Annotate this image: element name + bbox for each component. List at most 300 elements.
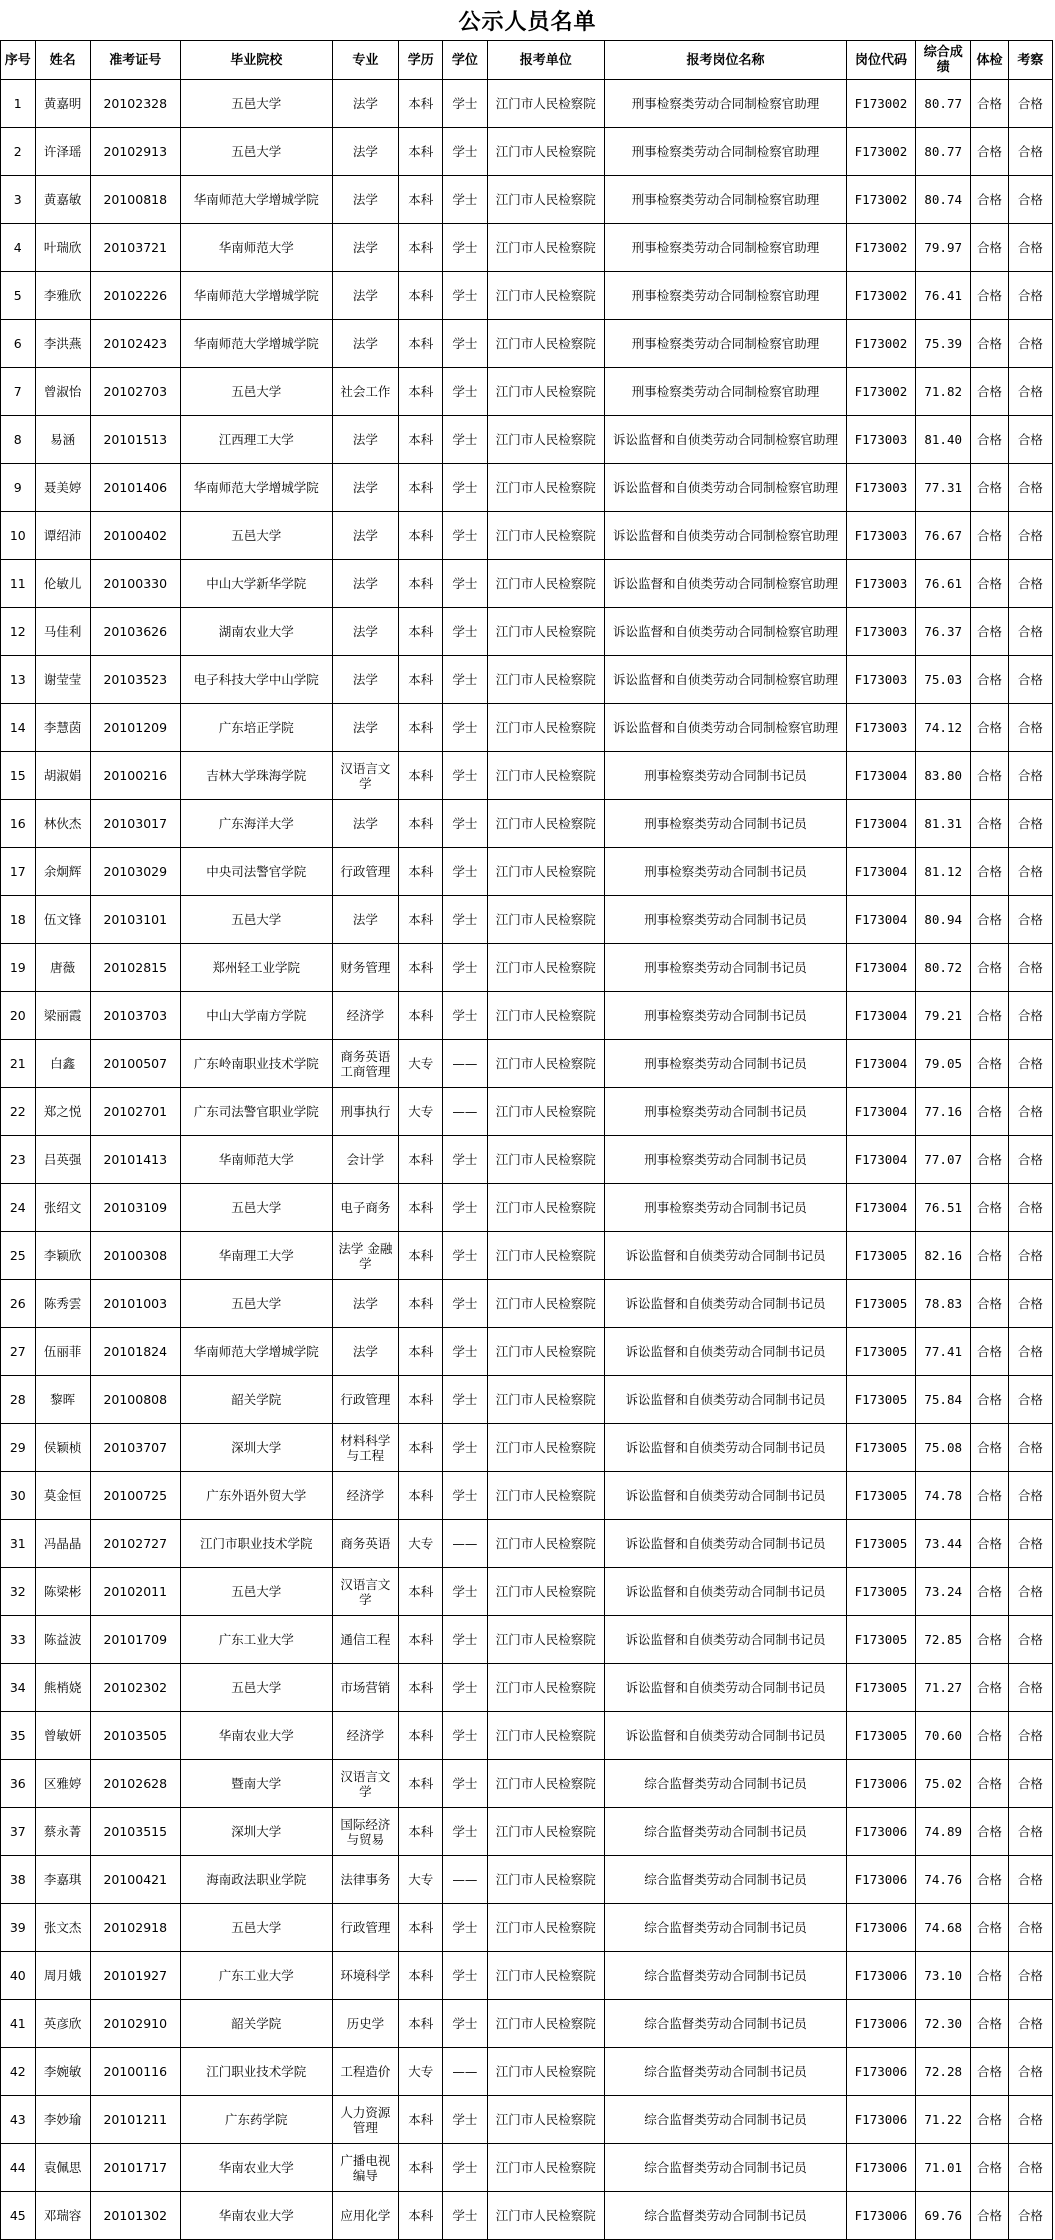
cell-major: 法学 — [332, 272, 398, 320]
cell-education: 本科 — [399, 1280, 443, 1328]
cell-education: 本科 — [399, 1328, 443, 1376]
cell-degree: 学士 — [443, 464, 487, 512]
cell-major: 法学 — [332, 320, 398, 368]
cell-unit: 江门市人民检察院 — [487, 704, 605, 752]
cell-major: 汉语言文学 — [332, 1568, 398, 1616]
cell-education: 本科 — [399, 368, 443, 416]
cell-index: 29 — [1, 1424, 36, 1472]
cell-degree: 学士 — [443, 1568, 487, 1616]
cell-score: 77.31 — [916, 464, 971, 512]
cell-position-code: F173005 — [846, 1712, 915, 1760]
cell-school: 广东外语外贸大学 — [180, 1472, 332, 1520]
cell-index: 11 — [1, 560, 36, 608]
cell-exam-id: 20101717 — [90, 2144, 180, 2192]
cell-education: 本科 — [399, 848, 443, 896]
cell-position: 诉讼监督和自侦类劳动合同制书记员 — [605, 1328, 847, 1376]
cell-score: 75.39 — [916, 320, 971, 368]
cell-education: 大专 — [399, 2048, 443, 2096]
cell-exam-id: 20103523 — [90, 656, 180, 704]
cell-position-code: F173006 — [846, 1952, 915, 2000]
cell-inspection: 合格 — [1008, 320, 1052, 368]
cell-major: 汉语言文学 — [332, 1760, 398, 1808]
cell-exam-id: 20102703 — [90, 368, 180, 416]
cell-education: 本科 — [399, 656, 443, 704]
cell-exam-id: 20103017 — [90, 800, 180, 848]
cell-major: 社会工作 — [332, 368, 398, 416]
cell-major: 汉语言文学 — [332, 752, 398, 800]
cell-score: 71.82 — [916, 368, 971, 416]
cell-physical: 合格 — [971, 2192, 1008, 2240]
cell-inspection: 合格 — [1008, 1184, 1052, 1232]
cell-school: 韶关学院 — [180, 2000, 332, 2048]
cell-degree: 学士 — [443, 2096, 487, 2144]
cell-physical: 合格 — [971, 1472, 1008, 1520]
cell-index: 6 — [1, 320, 36, 368]
cell-school: 广东岭南职业技术学院 — [180, 1040, 332, 1088]
cell-degree: 学士 — [443, 1760, 487, 1808]
cell-school: 广东工业大学 — [180, 1616, 332, 1664]
cell-name: 李妙瑜 — [35, 2096, 90, 2144]
cell-education: 大专 — [399, 1856, 443, 1904]
table-row — [1, 1616, 1053, 1664]
cell-index: 13 — [1, 656, 36, 704]
table-row — [1, 752, 1053, 800]
cell-unit: 江门市人民检察院 — [487, 1328, 605, 1376]
cell-score: 77.16 — [916, 1088, 971, 1136]
cell-name: 郑之悦 — [35, 1088, 90, 1136]
cell-physical: 合格 — [971, 416, 1008, 464]
cell-exam-id: 20103626 — [90, 608, 180, 656]
cell-exam-id: 20101927 — [90, 1952, 180, 2000]
cell-physical: 合格 — [971, 944, 1008, 992]
cell-unit: 江门市人民检察院 — [487, 1808, 605, 1856]
cell-exam-id: 20103101 — [90, 896, 180, 944]
cell-education: 本科 — [399, 1952, 443, 2000]
cell-name: 伍文锋 — [35, 896, 90, 944]
cell-school: 华南师范大学增城学院 — [180, 272, 332, 320]
table-row — [1, 1184, 1053, 1232]
cell-name: 熊梢娆 — [35, 1664, 90, 1712]
table-row — [1, 1088, 1053, 1136]
cell-education: 本科 — [399, 1568, 443, 1616]
header-col-index: 序号 — [1, 41, 36, 80]
cell-school: 江门职业技术学院 — [180, 2048, 332, 2096]
cell-unit: 江门市人民检察院 — [487, 992, 605, 1040]
cell-physical: 合格 — [971, 128, 1008, 176]
cell-position-code: F173004 — [846, 1184, 915, 1232]
cell-physical: 合格 — [971, 2048, 1008, 2096]
cell-position-code: F173004 — [846, 1040, 915, 1088]
cell-inspection: 合格 — [1008, 704, 1052, 752]
cell-index: 21 — [1, 1040, 36, 1088]
cell-degree: 学士 — [443, 800, 487, 848]
cell-school: 湖南农业大学 — [180, 608, 332, 656]
cell-inspection: 合格 — [1008, 1952, 1052, 2000]
cell-exam-id: 20102628 — [90, 1760, 180, 1808]
cell-index: 5 — [1, 272, 36, 320]
cell-position: 诉讼监督和自侦类劳动合同制书记员 — [605, 1712, 847, 1760]
cell-position-code: F173005 — [846, 1280, 915, 1328]
cell-exam-id: 20102701 — [90, 1088, 180, 1136]
cell-exam-id: 20101709 — [90, 1616, 180, 1664]
cell-position-code: F173002 — [846, 128, 915, 176]
table-row — [1, 368, 1053, 416]
cell-physical: 合格 — [971, 1376, 1008, 1424]
cell-education: 本科 — [399, 224, 443, 272]
table-row — [1, 992, 1053, 1040]
cell-score: 80.74 — [916, 176, 971, 224]
cell-unit: 江门市人民检察院 — [487, 1040, 605, 1088]
cell-index: 34 — [1, 1664, 36, 1712]
cell-position: 诉讼监督和自侦类劳动合同制检察官助理 — [605, 608, 847, 656]
cell-exam-id: 20102727 — [90, 1520, 180, 1568]
cell-physical: 合格 — [971, 1856, 1008, 1904]
header-row — [1, 41, 1053, 80]
cell-education: 本科 — [399, 944, 443, 992]
cell-position: 诉讼监督和自侦类劳动合同制书记员 — [605, 1616, 847, 1664]
cell-name: 白鑫 — [35, 1040, 90, 1088]
cell-major: 工程造价 — [332, 2048, 398, 2096]
cell-position: 综合监督类劳动合同制书记员 — [605, 1904, 847, 1952]
cell-score: 71.01 — [916, 2144, 971, 2192]
table-row — [1, 1808, 1053, 1856]
cell-inspection: 合格 — [1008, 1856, 1052, 1904]
cell-index: 43 — [1, 2096, 36, 2144]
cell-physical: 合格 — [971, 1232, 1008, 1280]
cell-index: 9 — [1, 464, 36, 512]
cell-name: 唐薇 — [35, 944, 90, 992]
cell-education: 本科 — [399, 176, 443, 224]
cell-name: 袁佩思 — [35, 2144, 90, 2192]
cell-position-code: F173005 — [846, 1664, 915, 1712]
cell-position-code: F173002 — [846, 320, 915, 368]
cell-exam-id: 20101406 — [90, 464, 180, 512]
cell-position-code: F173002 — [846, 80, 915, 128]
cell-index: 31 — [1, 1520, 36, 1568]
cell-inspection: 合格 — [1008, 656, 1052, 704]
cell-education: 本科 — [399, 1664, 443, 1712]
cell-position: 刑事检察类劳动合同制检察官助理 — [605, 80, 847, 128]
cell-position: 刑事检察类劳动合同制书记员 — [605, 944, 847, 992]
cell-education: 本科 — [399, 1904, 443, 1952]
cell-inspection: 合格 — [1008, 1904, 1052, 1952]
cell-position: 诉讼监督和自侦类劳动合同制检察官助理 — [605, 416, 847, 464]
cell-degree: 学士 — [443, 1904, 487, 1952]
cell-physical: 合格 — [971, 1136, 1008, 1184]
cell-degree: 学士 — [443, 176, 487, 224]
table-row — [1, 1568, 1053, 1616]
header-col-school: 毕业院校 — [180, 41, 332, 80]
cell-position: 综合监督类劳动合同制书记员 — [605, 1760, 847, 1808]
cell-score: 75.03 — [916, 656, 971, 704]
cell-physical: 合格 — [971, 224, 1008, 272]
cell-major: 法学 — [332, 512, 398, 560]
cell-score: 79.05 — [916, 1040, 971, 1088]
cell-degree: 学士 — [443, 1424, 487, 1472]
cell-position-code: F173003 — [846, 416, 915, 464]
cell-position: 刑事检察类劳动合同制书记员 — [605, 896, 847, 944]
cell-name: 吕英强 — [35, 1136, 90, 1184]
table-row — [1, 800, 1053, 848]
cell-degree: —— — [443, 2048, 487, 2096]
cell-score: 83.80 — [916, 752, 971, 800]
cell-unit: 江门市人民检察院 — [487, 128, 605, 176]
header-col-name: 姓名 — [35, 41, 90, 80]
cell-name: 林伙杰 — [35, 800, 90, 848]
cell-school: 五邑大学 — [180, 128, 332, 176]
cell-degree: —— — [443, 1088, 487, 1136]
cell-major: 法学 — [332, 1328, 398, 1376]
cell-education: 本科 — [399, 1376, 443, 1424]
cell-position-code: F173003 — [846, 608, 915, 656]
cell-inspection: 合格 — [1008, 2096, 1052, 2144]
cell-score: 82.16 — [916, 1232, 971, 1280]
cell-major: 市场营销 — [332, 1664, 398, 1712]
cell-degree: 学士 — [443, 1616, 487, 1664]
cell-index: 16 — [1, 800, 36, 848]
cell-degree: 学士 — [443, 848, 487, 896]
cell-index: 37 — [1, 1808, 36, 1856]
cell-name: 曾敏妍 — [35, 1712, 90, 1760]
cell-unit: 江门市人民检察院 — [487, 1616, 605, 1664]
cell-exam-id: 20100308 — [90, 1232, 180, 1280]
cell-degree: 学士 — [443, 944, 487, 992]
cell-score: 75.84 — [916, 1376, 971, 1424]
cell-education: 本科 — [399, 1616, 443, 1664]
header-col-education: 学历 — [399, 41, 443, 80]
cell-unit: 江门市人民检察院 — [487, 608, 605, 656]
cell-unit: 江门市人民检察院 — [487, 2048, 605, 2096]
table-row — [1, 1472, 1053, 1520]
cell-physical: 合格 — [971, 2096, 1008, 2144]
cell-education: 本科 — [399, 752, 443, 800]
cell-unit: 江门市人民检察院 — [487, 1856, 605, 1904]
cell-school: 华南理工大学 — [180, 1232, 332, 1280]
cell-school: 五邑大学 — [180, 512, 332, 560]
cell-inspection: 合格 — [1008, 1280, 1052, 1328]
cell-position: 刑事检察类劳动合同制检察官助理 — [605, 224, 847, 272]
cell-degree: 学士 — [443, 1376, 487, 1424]
cell-education: 本科 — [399, 80, 443, 128]
cell-inspection: 合格 — [1008, 2048, 1052, 2096]
cell-exam-id: 20102910 — [90, 2000, 180, 2048]
cell-position: 综合监督类劳动合同制书记员 — [605, 1856, 847, 1904]
cell-exam-id: 20102423 — [90, 320, 180, 368]
cell-major: 广播电视编导 — [332, 2144, 398, 2192]
cell-school: 广东海洋大学 — [180, 800, 332, 848]
cell-physical: 合格 — [971, 1568, 1008, 1616]
cell-name: 陈秀雲 — [35, 1280, 90, 1328]
cell-physical: 合格 — [971, 656, 1008, 704]
cell-position-code: F173005 — [846, 1568, 915, 1616]
cell-education: 本科 — [399, 1808, 443, 1856]
cell-position-code: F173002 — [846, 368, 915, 416]
table-row — [1, 1376, 1053, 1424]
cell-score: 76.61 — [916, 560, 971, 608]
cell-degree: 学士 — [443, 416, 487, 464]
cell-major: 法学 — [332, 176, 398, 224]
page-title: 公示人员名单 — [458, 9, 597, 35]
cell-inspection: 合格 — [1008, 1472, 1052, 1520]
cell-school: 华南农业大学 — [180, 2192, 332, 2240]
cell-major: 法学 — [332, 464, 398, 512]
cell-position: 刑事检察类劳动合同制检察官助理 — [605, 320, 847, 368]
cell-name: 李嘉琪 — [35, 1856, 90, 1904]
table-row — [1, 128, 1053, 176]
cell-name: 曾淑怡 — [35, 368, 90, 416]
cell-education: 本科 — [399, 512, 443, 560]
cell-position: 诉讼监督和自侦类劳动合同制书记员 — [605, 1568, 847, 1616]
cell-degree: 学士 — [443, 896, 487, 944]
cell-exam-id: 20103109 — [90, 1184, 180, 1232]
cell-exam-id: 20102918 — [90, 1904, 180, 1952]
cell-major: 法学 — [332, 80, 398, 128]
cell-education: 大专 — [399, 1088, 443, 1136]
table-row — [1, 512, 1053, 560]
cell-degree: 学士 — [443, 752, 487, 800]
cell-score: 80.94 — [916, 896, 971, 944]
cell-index: 36 — [1, 1760, 36, 1808]
cell-exam-id: 20103029 — [90, 848, 180, 896]
cell-inspection: 合格 — [1008, 1136, 1052, 1184]
cell-name: 陈梁彬 — [35, 1568, 90, 1616]
cell-position-code: F173006 — [846, 2192, 915, 2240]
cell-score: 77.07 — [916, 1136, 971, 1184]
cell-position-code: F173002 — [846, 272, 915, 320]
cell-education: 本科 — [399, 2096, 443, 2144]
cell-position: 刑事检察类劳动合同制检察官助理 — [605, 368, 847, 416]
cell-exam-id: 20102302 — [90, 1664, 180, 1712]
cell-position: 刑事检察类劳动合同制书记员 — [605, 1136, 847, 1184]
cell-inspection: 合格 — [1008, 416, 1052, 464]
cell-score: 72.28 — [916, 2048, 971, 2096]
cell-name: 李慧茵 — [35, 704, 90, 752]
cell-position-code: F173005 — [846, 1328, 915, 1376]
cell-education: 本科 — [399, 992, 443, 1040]
cell-score: 74.68 — [916, 1904, 971, 1952]
cell-school: 广东药学院 — [180, 2096, 332, 2144]
cell-degree: 学士 — [443, 2192, 487, 2240]
cell-unit: 江门市人民检察院 — [487, 1136, 605, 1184]
cell-major: 法学 — [332, 128, 398, 176]
cell-name: 李洪燕 — [35, 320, 90, 368]
cell-major: 经济学 — [332, 992, 398, 1040]
cell-school: 中山大学新华学院 — [180, 560, 332, 608]
cell-physical: 合格 — [971, 272, 1008, 320]
cell-physical: 合格 — [971, 464, 1008, 512]
cell-education: 本科 — [399, 704, 443, 752]
cell-inspection: 合格 — [1008, 1376, 1052, 1424]
cell-inspection: 合格 — [1008, 128, 1052, 176]
cell-school: 海南政法职业学院 — [180, 1856, 332, 1904]
table-row — [1, 80, 1053, 128]
table-row — [1, 1040, 1053, 1088]
cell-position: 刑事检察类劳动合同制检察官助理 — [605, 128, 847, 176]
table-row — [1, 848, 1053, 896]
cell-name: 李雅欣 — [35, 272, 90, 320]
cell-school: 五邑大学 — [180, 1280, 332, 1328]
cell-position-code: F173003 — [846, 656, 915, 704]
table-row — [1, 608, 1053, 656]
cell-name: 陈益波 — [35, 1616, 90, 1664]
cell-position: 诉讼监督和自侦类劳动合同制书记员 — [605, 1232, 847, 1280]
cell-unit: 江门市人民检察院 — [487, 656, 605, 704]
cell-index: 1 — [1, 80, 36, 128]
cell-unit: 江门市人民检察院 — [487, 752, 605, 800]
cell-unit: 江门市人民检察院 — [487, 1760, 605, 1808]
cell-exam-id: 20103721 — [90, 224, 180, 272]
header-col-position-code: 岗位代码 — [846, 41, 915, 80]
cell-inspection: 合格 — [1008, 2192, 1052, 2240]
cell-school: 深圳大学 — [180, 1424, 332, 1472]
cell-unit: 江门市人民检察院 — [487, 368, 605, 416]
cell-exam-id: 20100725 — [90, 1472, 180, 1520]
cell-position-code: F173002 — [846, 224, 915, 272]
cell-name: 易涵 — [35, 416, 90, 464]
cell-major: 会计学 — [332, 1136, 398, 1184]
cell-unit: 江门市人民检察院 — [487, 1904, 605, 1952]
cell-education: 本科 — [399, 1472, 443, 1520]
table-row — [1, 1136, 1053, 1184]
table-body — [1, 80, 1053, 2240]
cell-index: 20 — [1, 992, 36, 1040]
cell-major: 法学 — [332, 656, 398, 704]
cell-major: 商务英语工商管理 — [332, 1040, 398, 1088]
cell-inspection: 合格 — [1008, 1040, 1052, 1088]
cell-education: 大专 — [399, 1040, 443, 1088]
cell-name: 胡淑娟 — [35, 752, 90, 800]
cell-physical: 合格 — [971, 848, 1008, 896]
cell-position-code: F173005 — [846, 1472, 915, 1520]
cell-physical: 合格 — [971, 560, 1008, 608]
table-row — [1, 656, 1053, 704]
cell-position-code: F173006 — [846, 1856, 915, 1904]
cell-score: 74.12 — [916, 704, 971, 752]
cell-position: 诉讼监督和自侦类劳动合同制检察官助理 — [605, 560, 847, 608]
cell-physical: 合格 — [971, 512, 1008, 560]
table-row — [1, 2000, 1053, 2048]
cell-physical: 合格 — [971, 992, 1008, 1040]
cell-unit: 江门市人民检察院 — [487, 2096, 605, 2144]
cell-index: 7 — [1, 368, 36, 416]
cell-school: 江西理工大学 — [180, 416, 332, 464]
cell-position: 刑事检察类劳动合同制书记员 — [605, 1088, 847, 1136]
cell-score: 73.24 — [916, 1568, 971, 1616]
cell-exam-id: 20101413 — [90, 1136, 180, 1184]
cell-exam-id: 20101302 — [90, 2192, 180, 2240]
cell-index: 27 — [1, 1328, 36, 1376]
cell-name: 英彦欣 — [35, 2000, 90, 2048]
cell-exam-id: 20102815 — [90, 944, 180, 992]
cell-exam-id: 20100421 — [90, 1856, 180, 1904]
cell-position-code: F173005 — [846, 1520, 915, 1568]
cell-major: 应用化学 — [332, 2192, 398, 2240]
header-col-degree: 学位 — [443, 41, 487, 80]
cell-degree: 学士 — [443, 1712, 487, 1760]
cell-inspection: 合格 — [1008, 2000, 1052, 2048]
cell-education: 本科 — [399, 128, 443, 176]
cell-physical: 合格 — [971, 2000, 1008, 2048]
cell-name: 张文杰 — [35, 1904, 90, 1952]
cell-school: 五邑大学 — [180, 1664, 332, 1712]
cell-physical: 合格 — [971, 800, 1008, 848]
cell-physical: 合格 — [971, 176, 1008, 224]
cell-inspection: 合格 — [1008, 752, 1052, 800]
cell-major: 法学 金融学 — [332, 1232, 398, 1280]
header-col-unit: 报考单位 — [487, 41, 605, 80]
cell-index: 25 — [1, 1232, 36, 1280]
cell-name: 张绍文 — [35, 1184, 90, 1232]
